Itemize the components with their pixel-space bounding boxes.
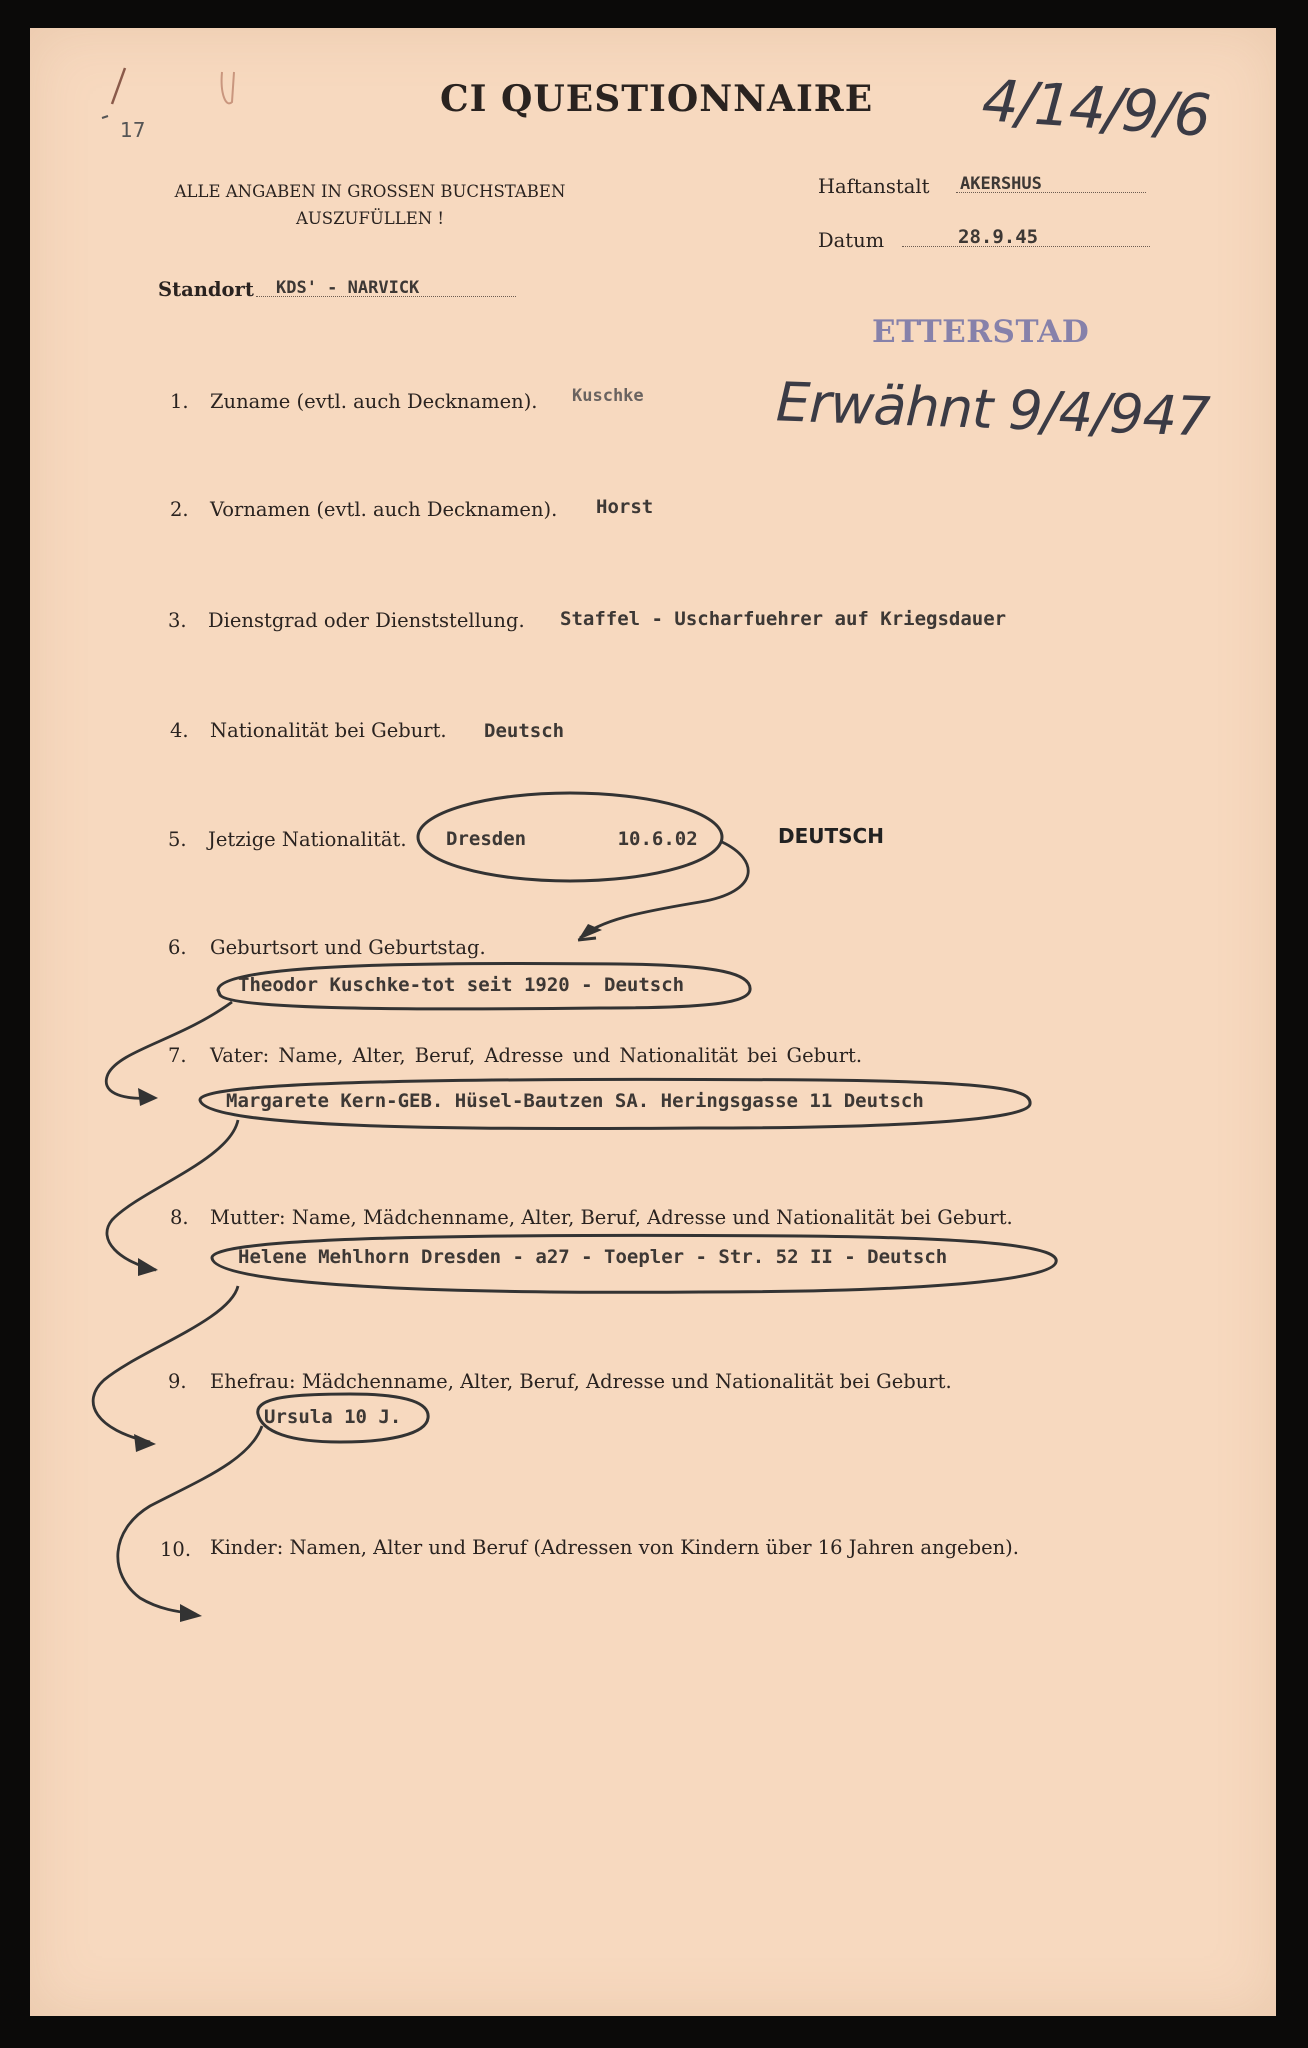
q5-number: 5. xyxy=(168,828,187,851)
etterstad-stamp: ETTERSTAD xyxy=(872,314,1090,350)
q5-answer: Dresden 10.6.02 xyxy=(446,828,698,850)
q6-answer: Theodor Kuschke-tot seit 1920 - Deutsch xyxy=(238,974,685,996)
q2-number: 2. xyxy=(170,498,189,521)
q7-text: Vater: Name, Alter, Beruf, Adresse und Nationalität bei Geburt. xyxy=(210,1044,863,1067)
q10-number: 10. xyxy=(160,1538,192,1561)
q4-number: 4. xyxy=(170,719,189,742)
handwritten-note: Erwähnt 9/4/947 xyxy=(775,370,1211,449)
instruction-text: ALLE ANGABEN IN GROSSEN BUCHSTABEN AUSZUFÜLLEN ! xyxy=(174,182,566,228)
q8-text: Mutter: Name, Mädchenname, Alter, Beruf, Adresse und Nationalität bei Geburt. xyxy=(210,1206,1013,1229)
q4-text: Nationalität bei Geburt. xyxy=(210,719,447,742)
q4-answer: Deutsch xyxy=(484,720,565,742)
arrow-q8-to-q9 xyxy=(93,1286,238,1442)
haftanstalt-value: AKERSHUS xyxy=(960,174,1042,194)
standort-value: KDS' - NARVICK xyxy=(276,278,420,298)
handwritten-date: 4/14/9/6 xyxy=(979,66,1212,150)
page-title: CI QUESTIONNAIRE xyxy=(440,78,874,120)
q3-number: 3. xyxy=(168,609,187,632)
q7-answer: Margarete Kern-GEB. Hüsel-Bautzen SA. Heringsgasse 11 Deutsch xyxy=(226,1090,924,1112)
standort-label: Standort xyxy=(158,278,254,301)
q6-number: 6. xyxy=(168,936,187,959)
q1-text: Zuname (evtl. auch Decknamen). xyxy=(210,390,538,413)
q8-number: 8. xyxy=(170,1206,189,1229)
q2-text: Vornamen (evtl. auch Decknamen). xyxy=(210,498,558,521)
haftanstalt-label: Haftanstalt xyxy=(818,175,930,198)
q3-text: Dienstgrad oder Dienststellung. xyxy=(208,609,525,632)
handwritten-deutsch: DEUTSCH xyxy=(778,824,884,848)
q2-answer: Horst xyxy=(596,496,654,518)
q10-text: Kinder: Namen, Alter und Beruf (Adressen von Kindern über 16 Jahren angeben). xyxy=(210,1536,1019,1559)
q3-answer: Staffel - Uscharfuehrer auf Kriegsdauer xyxy=(560,608,1007,630)
datum-value: 28.9.45 xyxy=(958,226,1039,248)
arrow-q7-to-q8 xyxy=(107,1120,238,1270)
q5-text: Jetzige Nationalität. xyxy=(208,828,407,851)
q7-number: 7. xyxy=(168,1044,187,1067)
q8-answer: Helene Mehlhorn Dresden - a27 - Toepler - Str. 52 II - Deutsch xyxy=(238,1246,948,1268)
q1-answer: Kuschke xyxy=(572,386,644,406)
q1-number: 1. xyxy=(170,390,189,413)
arrow-q9-to-q10 xyxy=(118,1426,262,1614)
q9-number: 9. xyxy=(168,1370,187,1393)
page-number: 17 xyxy=(120,118,146,142)
datum-label: Datum xyxy=(818,229,885,252)
q9-text: Ehefrau: Mädchenname, Alter, Beruf, Adresse und Nationalität bei Geburt. xyxy=(210,1370,952,1393)
q9-answer: Ursula 10 J. xyxy=(264,1406,402,1428)
arrow-q5-to-q6 xyxy=(580,842,748,938)
q6-text: Geburtsort und Geburtstag. xyxy=(210,936,486,959)
